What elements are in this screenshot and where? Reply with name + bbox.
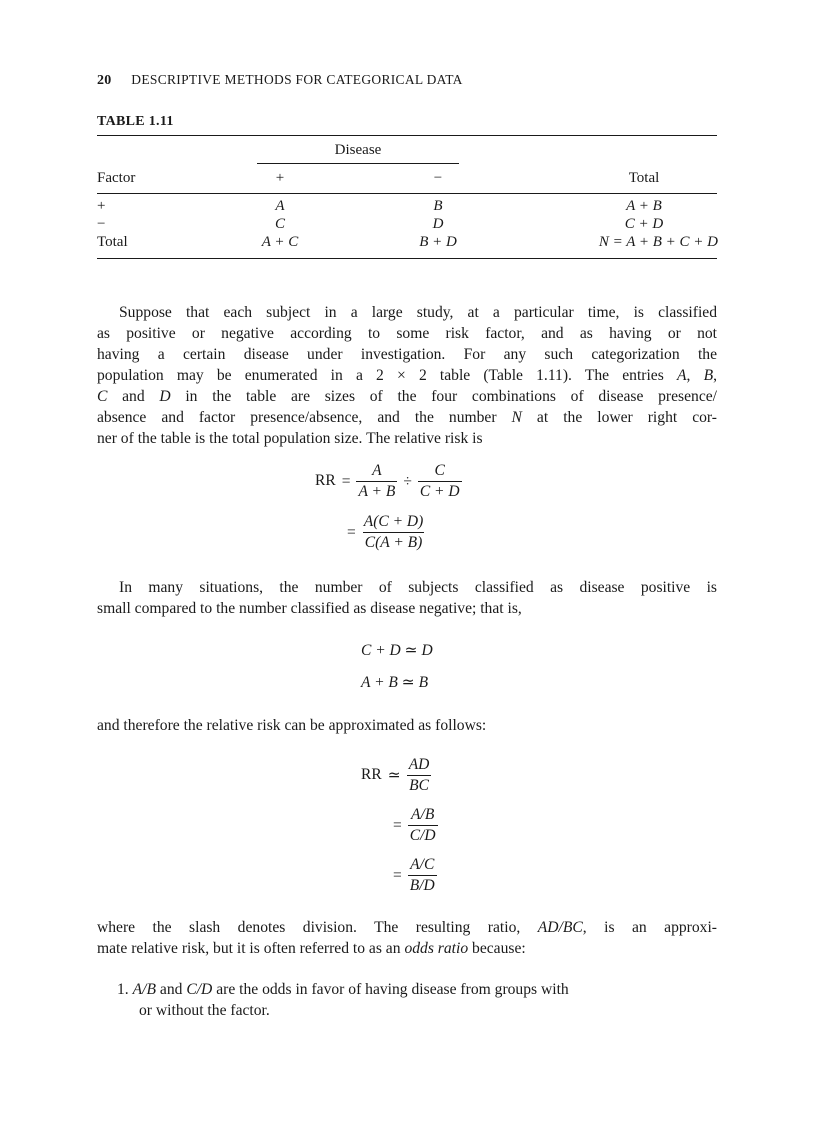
paragraph-1: Suppose that each subject in a large study, at a particular time, is classified as positive or negative according to some risk factor, and as having or not having a certain disease under investigation. For any such categorization the population may be enumerated in a 2 × 2 table (Table 1.11). The entries A, B, C and D in the table are sizes of the four combinations of disease presence/ absence and factor presence/absence, and the number N at the lower right cor- ner of the table is the total population size. The relative risk is <box>97 304 718 447</box>
table-cell: B <box>433 198 443 214</box>
table-group-header: Disease <box>334 142 382 158</box>
table-cell-factor: Total <box>97 234 128 250</box>
fraction: $\frac{A(C + D)}{C(A + B)}$ <box>363 513 424 551</box>
table-top-rule <box>97 135 717 136</box>
table-cell-factor: + <box>97 198 106 214</box>
table-cell: A <box>275 198 285 214</box>
paragraph-2: In many situations, the number of subjects classified as disease positive is small compared to the number classified as disease negative; that is, <box>97 579 717 617</box>
table-cell: C <box>274 216 286 232</box>
table-cell: C + D <box>624 216 664 232</box>
table-col-minus: − <box>433 170 443 186</box>
equation-odds-ratio-2: = $\frac{A/B}{C/D}$ <box>393 806 436 844</box>
page-number: 20 <box>97 73 112 88</box>
running-header <box>97 72 463 89</box>
fraction: $\frac{A/B}{C/D}$ <box>409 806 436 844</box>
disease-spanner-rule <box>257 163 459 164</box>
table-cell: A + B <box>626 198 662 214</box>
equation-odds-ratio-3: = $\frac{A/C}{B/D}$ <box>393 856 435 894</box>
table-cell: A + C <box>261 234 299 250</box>
fraction: $\frac{AD}{BC}$ <box>408 756 430 794</box>
table-col-plus: + <box>275 170 285 186</box>
paragraph-3: and therefore the relative risk can be approximated as follows: <box>97 717 487 734</box>
table-cell: B + D <box>419 234 457 250</box>
equation-approx-ab: A + B ≃ B <box>361 674 429 691</box>
equation-approx-cd: C + D ≃ D <box>361 642 433 659</box>
table-caption: TABLE 1.11 <box>97 114 174 129</box>
equation-relative-risk: RR = $\frac{A}{A + B}$ ÷ $\frac{C}{C + D}$ <box>315 462 460 500</box>
paragraph-4: where the slash denotes division. The resulting ratio, AD/BC, is an approxi- mate relative risk, but it is often referred to as an odds ratio because: <box>97 919 717 957</box>
table-col-total: Total <box>628 170 660 186</box>
list-item: 1. A/B and C/D are the odds in favor of having disease from groups with or without the factor. <box>117 981 569 1019</box>
running-title: DESCRIPTIVE METHODS FOR CATEGORICAL DATA <box>131 72 463 87</box>
table-cell: D <box>432 216 444 232</box>
equation-odds-ratio: RR ≃ $\frac{AD}{BC}$ <box>361 756 430 794</box>
equation-relative-risk-simplified: = $\frac{A(C + D)}{C(A + B)}$ <box>347 513 424 551</box>
table-cell-factor: − <box>97 216 106 232</box>
table-bottom-rule <box>97 258 717 259</box>
table-col-factor: Factor <box>97 170 136 186</box>
fraction: $\frac{A/C}{B/D}$ <box>409 856 435 894</box>
fraction: $\frac{A}{A + B}$ <box>358 462 396 500</box>
table-cell: N = A + B + C + D <box>598 234 718 250</box>
fraction: $\frac{C}{C + D}$ <box>419 462 460 500</box>
table-header-rule <box>97 193 717 194</box>
